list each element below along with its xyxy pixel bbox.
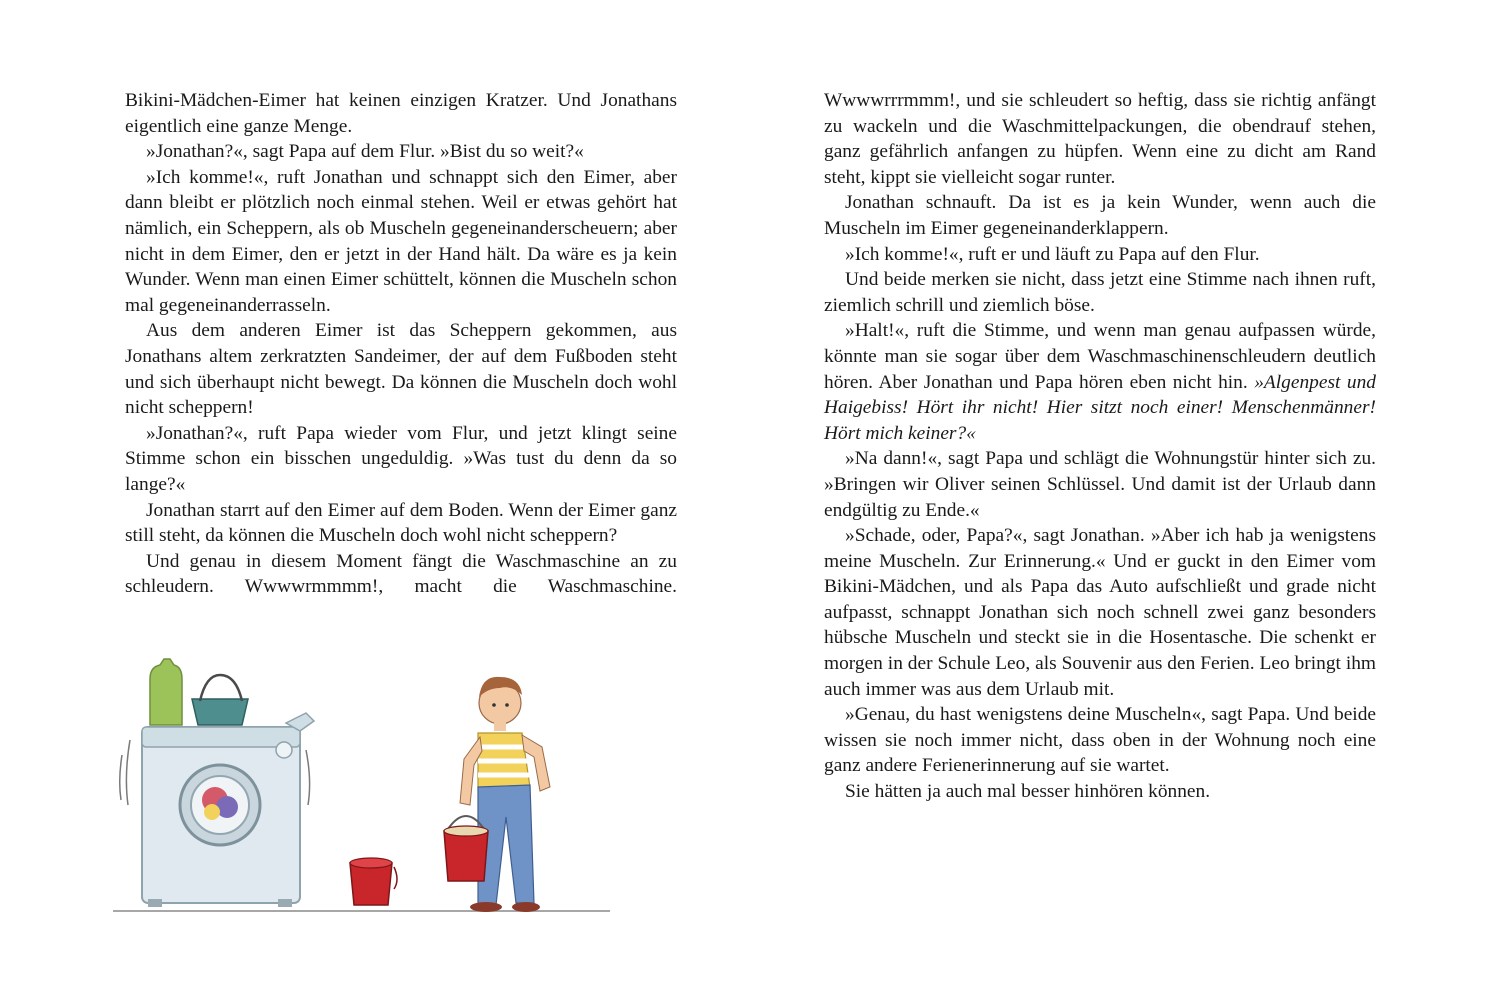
paragraph: Bikini-Mädchen-Eimer hat keinen einzigen Kratzer. Und Jonathans eigentlich eine ganze Menge. xyxy=(125,90,677,137)
paragraph-text: »Halt!«, ruft die Stimme, und wenn man genau aufpassen würde, könnte man sie sogar über dem Waschmaschinenschleudern deutlich hören. Aber Jonathan und Papa hören eben nicht hin. xyxy=(824,320,1376,393)
paragraph: Aus dem anderen Eimer ist das Scheppern gekommen, aus Jonathans altem zerkratzten Sandeimer, der auf dem Fußboden steht und sich überhaupt nicht bewegt. Da können die Muscheln doch wohl nicht scheppern! xyxy=(125,320,677,419)
illustration-washing-machine-scene xyxy=(108,655,618,920)
paragraph: »Ich komme!«, ruft er und läuft zu Papa auf den Flur. xyxy=(845,243,1260,265)
paragraph xyxy=(824,318,1376,446)
paragraph: Und beide merken sie nicht, dass jetzt eine Stimme nach ihnen ruft, ziemlich schrill und ziemlich böse. xyxy=(824,269,1376,316)
paragraph: »Schade, oder, Papa?«, sagt Jonathan. »Aber ich hab ja wenigstens meine Muscheln. Zur Erinnerung.« Und er guckt in den Eimer vom Bikini-Mädchen, und als Papa das Auto aufschließt und grade nicht aufpasst, schnappt Jonathan sich noch schnell zwei ganz besonders hübsche Muscheln und steckt sie in die Hosentasche. Die schenkt er morgen in der Schule Leo, als Souvenir aus den Ferien. Leo bringt ihm auch immer was aus dem Urlaub mit. xyxy=(824,525,1376,700)
paragraph: »Jonathan?«, sagt Papa auf dem Flur. »Bist du so weit?« xyxy=(146,141,584,163)
italic-quote: »Algenpest und Haigebiss! Hört ihr nicht! Hier sitzt noch einer! Menschenmänner! Hört mich keiner?« xyxy=(824,371,1376,444)
detergent-bottle xyxy=(150,659,182,725)
red-bucket-floor xyxy=(350,858,397,905)
washing-machine xyxy=(142,713,314,907)
paragraph: »Na dann!«, sagt Papa und schlägt die Wohnungstür hinter sich zu. »Bringen wir Oliver seinen Schlüssel. Und damit ist der Urlaub dann endgültig zu Ende.« xyxy=(824,448,1376,521)
laundry-basket xyxy=(192,675,248,725)
left-page-text xyxy=(125,88,677,600)
paragraph: Jonathan starrt auf den Eimer auf dem Boden. Wenn der Eimer ganz still steht, da können die Muscheln doch wohl nicht scheppern? xyxy=(125,499,677,547)
paragraph: Sie hätten ja auch mal besser hinhören können. xyxy=(845,781,1211,803)
paragraph: Und genau in diesem Moment fängt die Waschmaschine an zu schleudern. Wwwwrmmmm!, macht die Waschmaschine. xyxy=(125,550,677,598)
right-page-text xyxy=(824,88,1376,805)
paragraph: Jonathan schnauft. Da ist es ja kein Wunder, wenn auch die Muscheln im Eimer gegeneinanderklappern. xyxy=(824,192,1376,239)
red-bucket-hand xyxy=(444,816,488,881)
paragraph: »Genau, du hast wenigstens deine Muscheln«, sagt Papa. Und beide wissen sie noch immer nicht, dass oben in der Wohnung noch eine ganz andere Ferienerinnerung auf sie wartet. xyxy=(824,704,1376,777)
right-page xyxy=(750,0,1500,1007)
paragraph: »Jonathan?«, ruft Papa wieder vom Flur, und jetzt klingt seine Stimme schon ein bisschen ungeduldig. »Was tust du denn da so lange?« xyxy=(125,422,677,495)
paragraph: Wwwwrrrmmm!, und sie schleudert so heftig, dass sie richtig anfängt zu wackeln und die Waschmittelpackungen, die obendrauf stehen, ganz gefährlich anfangen zu hüpfen. Wenn eine zu dicht am Rand steht, kippt sie vielleicht sogar runter. xyxy=(824,90,1376,188)
paragraph: »Ich komme!«, ruft Jonathan und schnappt sich den Eimer, aber dann bleibt er plötzlich noch einmal stehen. Weil er etwas gehört hat nämlich, ein Scheppern, als ob Muscheln gegeneinanderscheuern; aber nicht in dem Eimer, den er jetzt in der Hand hält. Da wäre es ja kein Wunder. Wenn man einen Eimer schüttelt, können die Muscheln schon mal gegeneinanderrasseln. xyxy=(125,166,677,316)
